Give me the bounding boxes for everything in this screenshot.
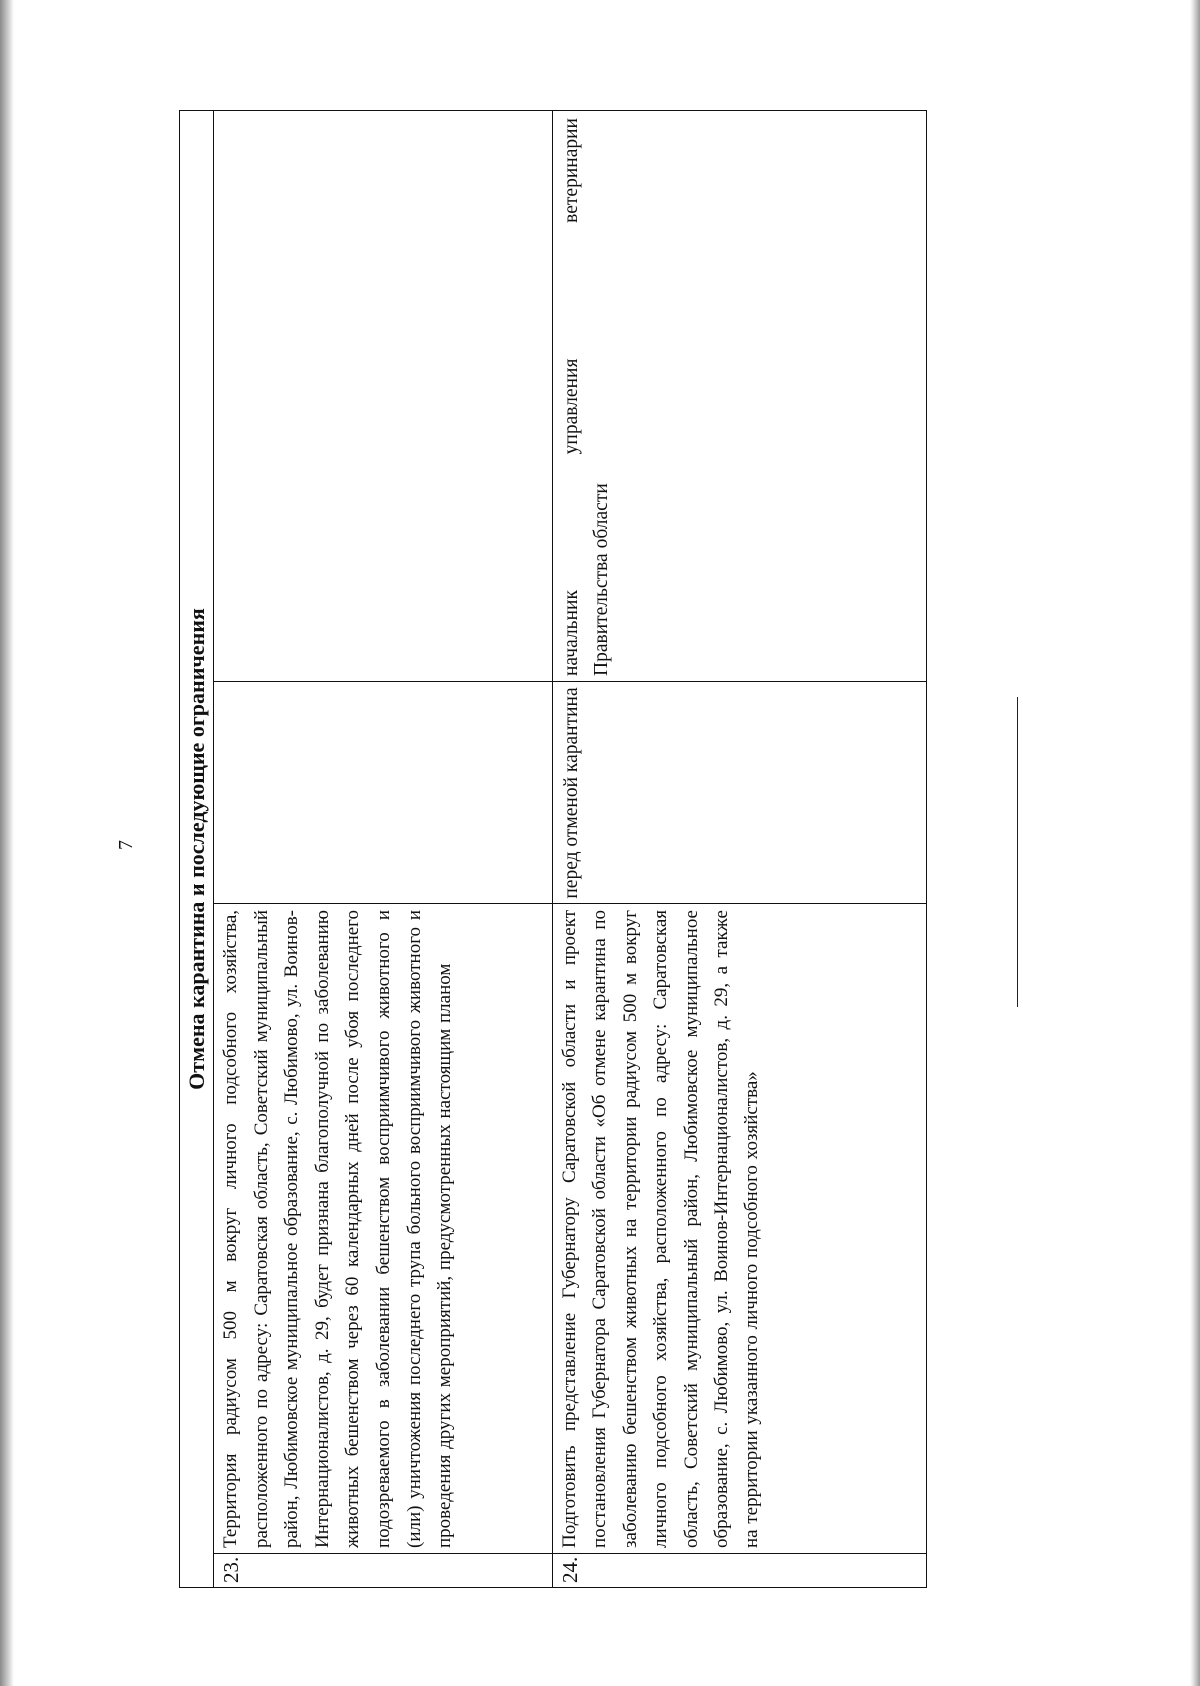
measure-text: Подготовить представление Губернатору Саратовской области и проект постановления Губернатора Саратовской области «Об отмене карантина по заболеванию бешенством животных на территории радиусом 500 м вокруг личного подсобного хозяйства, расположенного по адресу: Саратовская область, Советский муниципальный район, Любимовское муниципальное образование, с. Любимово, ул. Воинов-Интернационалистов, д. 29, а также на территории указанного личного подсобного хозяйства» <box>559 910 763 1548</box>
page-number: 7 <box>115 840 137 850</box>
scan-edge-left <box>0 0 14 1686</box>
measure-text: Территория радиусом 500 м вокруг личного подсобного хозяйства, расположенного по адресу: Саратовская область, Советский муниципальный район, Любимовское муниципальное образование, с. Любимово, ул. Воинов-Интернационалистов, д. 29, будет признана благополучной по заболеванию животных бешенством через 60 календарных дней после убоя последнего подозреваемого в заболевании бешенством восприимчивого животного и (или) уничтожения последнего трупа больного восприимчивого животного и проведения других мероприятий, предусмотренных настоящим планом <box>220 910 456 1548</box>
measure-responsible <box>553 112 925 682</box>
section-header: Отмена карантина и последующие ограничения <box>180 111 214 1587</box>
table-wrapper <box>179 110 1200 1583</box>
row-number: 23. <box>219 1556 243 1583</box>
measure-term <box>214 682 552 904</box>
responsible-line-1: начальник управления ветеринарии <box>561 118 582 676</box>
measure-responsible <box>214 112 552 682</box>
measure-term: перед отменой карантина <box>561 687 582 899</box>
measures-table <box>179 110 927 1588</box>
responsible-line-2: Правительства области <box>591 483 612 676</box>
row-number: 24. <box>558 1556 582 1583</box>
